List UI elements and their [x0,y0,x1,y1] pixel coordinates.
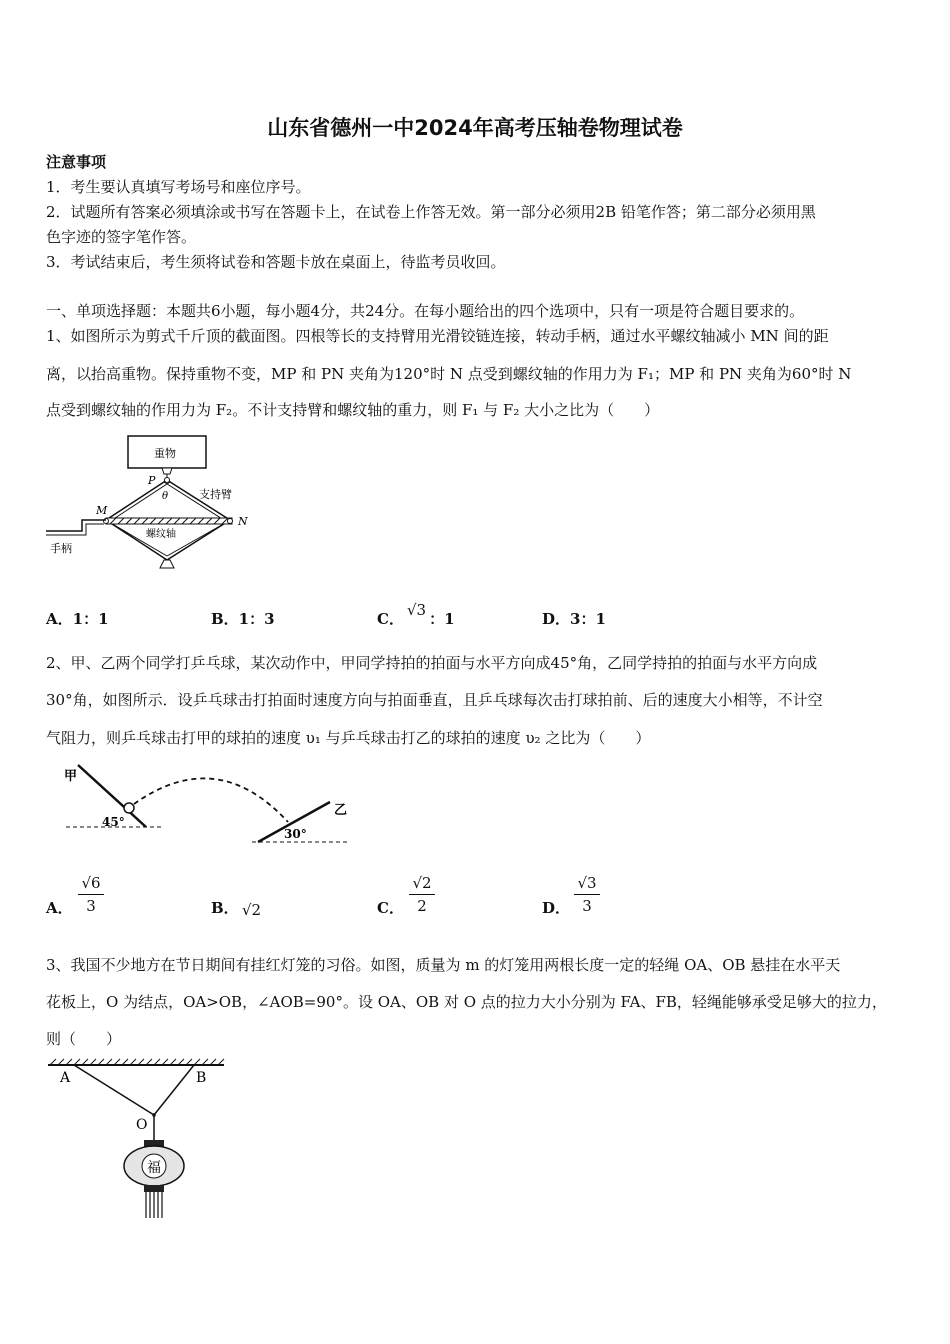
label-fu: 福 [147,1160,161,1176]
notice-heading: 注意事项 [46,153,107,171]
label-handle: 手柄 [50,542,72,555]
label-N: N [238,515,248,528]
q3-lantern-figure [44,1058,234,1220]
q1-option-c[interactable] [377,601,455,629]
label-B: B [196,1070,207,1086]
q1-option-c-label: C． [377,610,404,628]
numerator: √2 [412,874,432,892]
label-arm: 支持臂 [199,488,232,501]
q2-option-b-label[interactable]: B． [211,899,239,917]
weight-label: 重物 [154,447,176,460]
label-M: M [96,504,108,517]
label-30: 30° [284,827,307,841]
label-yi: 乙 [334,803,348,818]
numerator: √3 [577,874,597,892]
label-theta: θ [162,491,169,502]
notice-item: 2．试题所有答案必须填涂或书写在答题卡上，在试卷上作答无效。第一部分必须用2B 铅笔作答；第二部分必须用黑 [46,203,816,221]
rope-OB [154,1065,194,1115]
q2-text: 30°角，如图所示．设乒乓球击打拍面时速度方向与拍面垂直，且乒乓球每次击打球拍前、后的速度大小相等，不计空 [46,691,823,709]
q2-option-b-value: √2 [242,901,262,919]
denominator: 2 [417,897,427,915]
q2-option-d-label[interactable]: D． [542,899,571,917]
q2-option-a-value [78,874,104,915]
rope-OA [74,1065,154,1115]
label-45: 45° [102,815,125,829]
numerator: √6 [81,874,101,892]
q1-option-c-suffix: ：1 [429,610,455,628]
q2-text: 气阻力，则乒乓球击打甲的球拍的速度 υ₁ 与乒乓球击打乙的球拍的速度 υ₂ 之比为（ ） [46,729,651,747]
notice-item: 3．考试结束后，考生须将试卷和答题卡放在桌面上，待监考员收回。 [46,253,506,271]
q2-option-c-value [409,874,435,915]
section-heading: 一、单项选择题：本题共6小题，每小题4分，共24分。在每小题给出的四个选项中，只有一项是符合题目要求的。 [46,302,805,320]
q1-option-c-root: √3 [406,601,427,619]
q1-option-d[interactable]: D．3：1 [542,610,606,628]
q3-text: 则（ ） [46,1030,122,1048]
handle [46,520,106,531]
notice-item: 1．考生要认真填写考场号和座位序号。 [46,178,311,196]
q1-text: 1、如图所示为剪式千斤顶的截面图。四根等长的支持臂用光滑铰链连接，转动手柄，通过水平螺纹轴减小 MN 间的距 [46,327,829,345]
q1-jack-figure [44,434,264,574]
notice-item: 色字迹的签字笔作答。 [46,228,197,246]
q3-text: 3、我国不少地方在节日期间有挂红灯笼的习俗。如图，质量为 m 的灯笼用两根长度一定的轻绳 OA、OB 悬挂在水平天 [46,956,841,974]
q2-option-c-label[interactable]: C． [377,899,404,917]
q3-text: 花板上，O 为结点，OA>OB，∠AOB=90°。设 OA、OB 对 O 点的拉力大小分别为 FA、FB，轻绳能够承受足够大的拉力， [46,993,887,1011]
q2-option-a-label[interactable]: A． [46,899,73,917]
denominator: 3 [582,897,592,915]
ball [124,803,134,813]
label-screw: 螺纹轴 [146,529,176,540]
q2-pingpong-figure [62,760,352,846]
label-jia: 甲 [64,769,78,784]
q1-text: 离，以抬高重物。保持重物不变，MP 和 PN 夹角为120°时 N 点受到螺纹轴的作用力为 F₁；MP 和 PN 夹角为60°时 N [46,365,852,383]
denominator: 3 [86,897,96,915]
q2-text: 2、甲、乙两个同学打乒乓球，某次动作中，甲同学持拍的拍面与水平方向成45°角，乙同学持拍的拍面与水平方向成 [46,654,818,672]
label-P: P [148,474,156,487]
label-A: A [60,1070,71,1086]
page-title: 山东省德州一中2024年高考压轴卷物理试卷 [267,116,683,140]
label-O: O [136,1117,148,1133]
q1-option-b[interactable]: B．1：3 [211,610,275,628]
q2-option-d-value [574,874,600,915]
q1-text: 点受到螺纹轴的作用力为 F₂。不计支持臂和螺纹轴的重力，则 F₁ 与 F₂ 大小之比为（ ） [46,401,660,419]
q1-option-a[interactable]: A．1：1 [46,610,109,628]
